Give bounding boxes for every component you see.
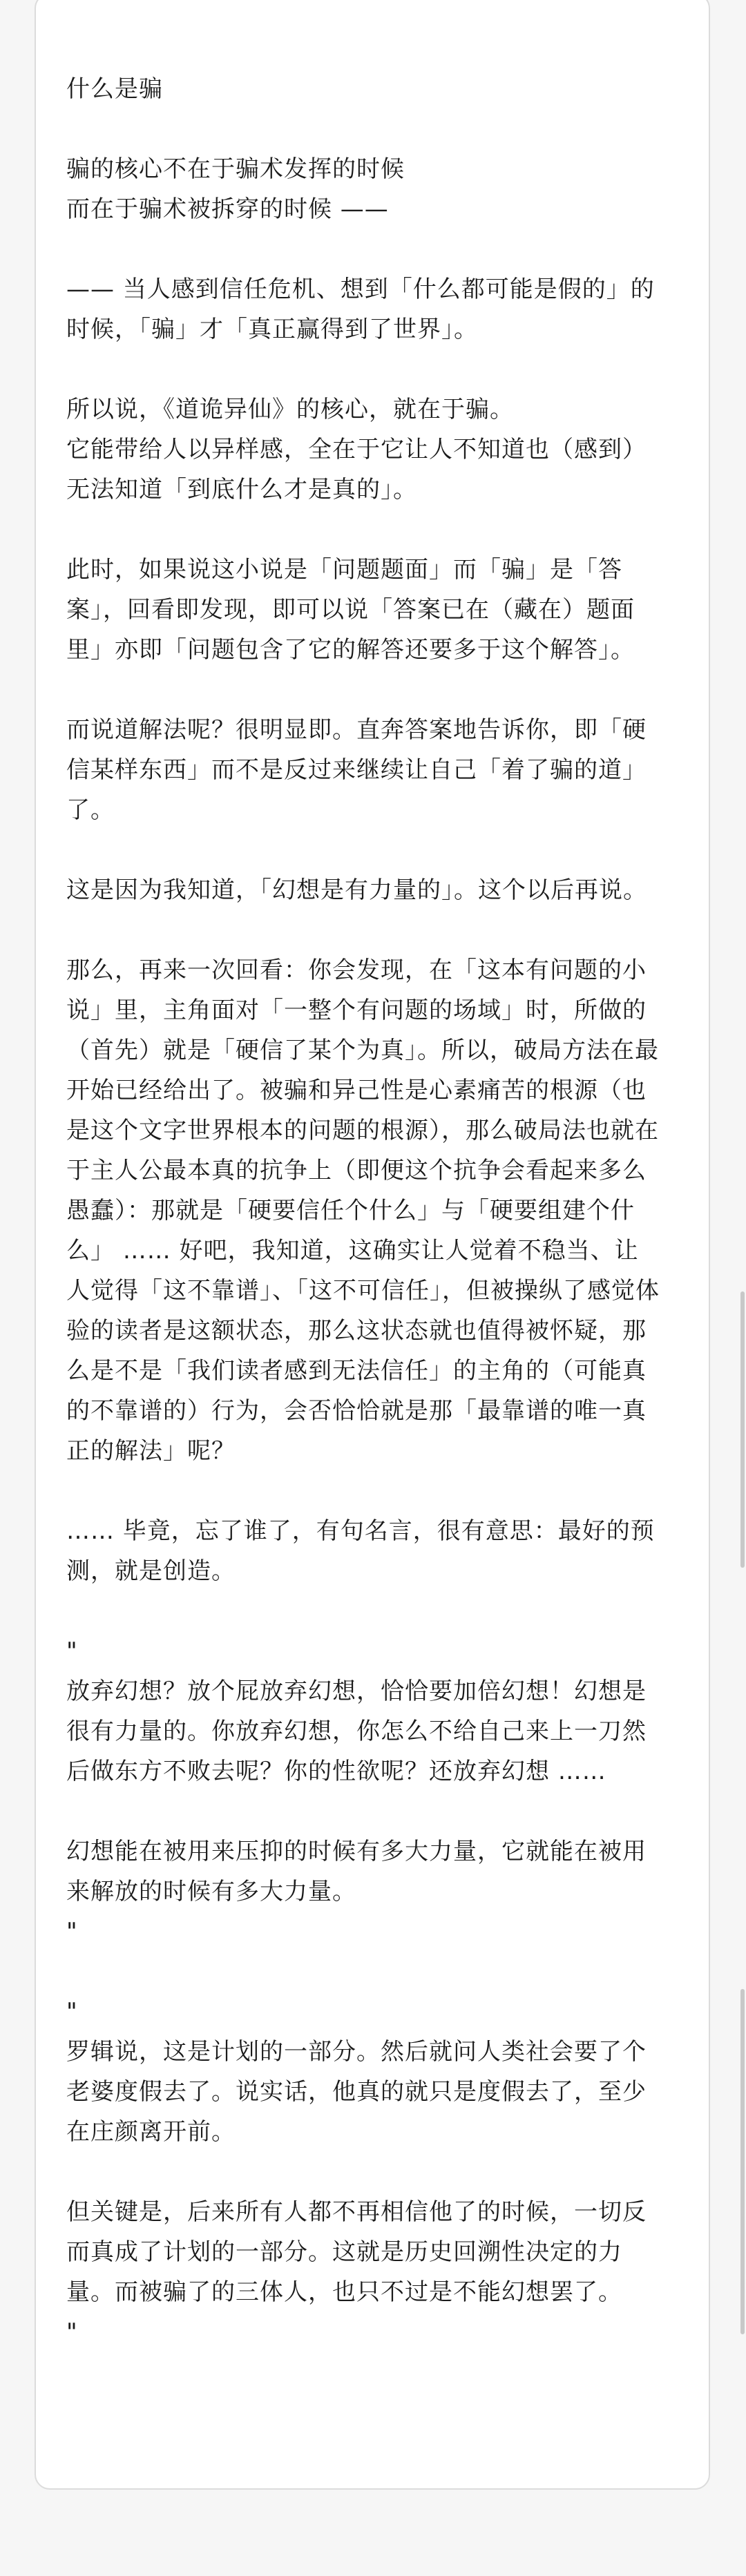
- scrollbar-thumb[interactable]: [740, 1291, 745, 1568]
- quote-paragraph: 但关键是，后来所有人都不再相信他了的时候，一切反而真成了计划的一部分。这就是历史回溯性决定的力量。而被骗了的三体人，也只不过是不能幻想罢了。: [66, 2198, 647, 2306]
- paragraph: 而说道解法呢？很明显即。直奔答案地告诉你，即「硬信某样东西」而不是反过来继续让自己「着了骗的道」了。: [66, 716, 647, 824]
- quote-close-mark: ": [66, 2318, 78, 2346]
- quote-block: [66, 1992, 660, 2352]
- quote-close-mark: ": [66, 1918, 78, 1945]
- quote-paragraph: 放弃幻想？放个屁放弃幻想，恰恰要加倍幻想！幻想是很有力量的。你放弃幻想，你怎么不给自己来上一刀然后做东方不败去呢？你的性欲呢？还放弃幻想 ……: [66, 1678, 647, 1785]
- quote-block: [66, 1631, 660, 1952]
- quote-paragraph: 幻想能在被用来压抑的时候有多大力量，它就能在被用来解放的时候有多大力量。: [66, 1838, 647, 1905]
- paragraph: 此时，如果说这小说是「问题题面」而「骗」是「答案」，回看即发现，即可以说「答案已在（藏在）题面里」亦即「问题包含了它的解答还要多于这个解答」。: [66, 556, 635, 664]
- scrollbar-thumb[interactable]: [740, 1989, 745, 2334]
- post-body: [66, 69, 660, 2352]
- paragraph: …… 毕竟，忘了谁了，有句名言，很有意思：最好的预测，就是创造。: [66, 1517, 655, 1585]
- scrollbar[interactable]: [739, 0, 745, 2576]
- quote-open-mark: ": [66, 1637, 78, 1665]
- paragraph: 那么，再来一次回看：你会发现，在「这本有问题的小说」里，主角面对「一整个有问题的场域」时，所做的（首先）就是「硬信了某个为真」。所以，破局方法在最开始已经给出了。被骗和异己性是心素痛苦的根源（也是这个文字世界根本的问题的根源），那么破局法也就在于主人公最本真的抗争上（即便这个抗争会看起来多么愚蠢）：那就是「硬要信任个什么」与「硬要组建个什么」 …… 好吧，我知道，这确实让人觉着不稳当、让人觉得「这不靠谱」、「这不可信任」，但被操纵了感觉体验的读者是这额状态，那么这状态就也值得被怀疑，那么是不是「我们读者感到无法信任」的主角的（可能真的不靠谱的）行为，会否恰恰就是那「最靠谱的唯一真正的解法」呢？: [66, 957, 660, 1465]
- post-title: 什么是骗: [66, 75, 163, 103]
- paragraph: —— 当人感到信任危机、想到「什么都可能是假的」的时候，「骗」才「真正赢得到了世界」。: [66, 276, 655, 343]
- paragraph: 所以说，《道诡异仙》的核心，就在于骗。 它能带给人以异样感，全在于它让人不知道也（感到）无法知道「到底什么才是真的」。: [66, 396, 647, 503]
- paragraph: 这是因为我知道，「幻想是有力量的」。这个以后再说。: [66, 876, 647, 904]
- paragraph: 骗的核心不在于骗术发挥的时候 而在于骗术被拆穿的时候 ——: [66, 155, 405, 223]
- quote-paragraph: 罗辑说，这是计划的一部分。然后就问人类社会要了个老婆度假去了。说实话，他真的就只是度假去了，至少在庄颜离开前。: [66, 2038, 647, 2146]
- quote-open-mark: ": [66, 1998, 78, 2026]
